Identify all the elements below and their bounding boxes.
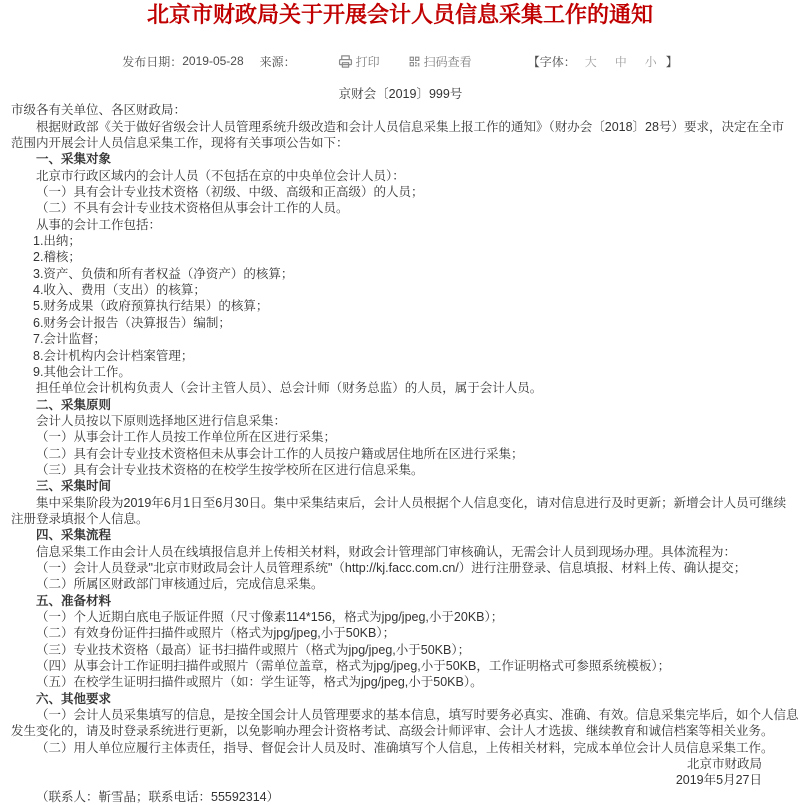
scan-label: 扫码查看 (423, 54, 472, 69)
printer-icon (338, 54, 353, 69)
document-line: 北京市行政区域内的会计人员（不包括在京的中央单位会计人员）： (36, 168, 405, 183)
document-line: 6.财务会计报告（决算报告）编制； (33, 315, 231, 330)
document-line: 1.出纳； (33, 234, 81, 249)
qr-code-icon (408, 55, 421, 68)
print-button[interactable] (338, 53, 380, 70)
document-line: 从事的会计工作包括： (36, 217, 162, 232)
document-line: （二）所属区财政部门审核通过后，完成信息采集。 (36, 577, 324, 592)
font-size-medium[interactable]: 中 (614, 54, 627, 69)
document-line: 注册登录填报个人信息。 (11, 511, 149, 526)
document-line: （二）具有会计专业技术资格但未从事会计工作的人员按户籍或居住地所在区进行采集； (36, 446, 524, 461)
document-line: 4.收入、费用（支出）的核算； (33, 283, 206, 298)
document-line: 9.其他会计工作。 (33, 364, 131, 379)
scan-qr-button[interactable] (408, 53, 472, 70)
section-heading-1: 一、采集对象 (36, 152, 112, 167)
document-line: （一）会计人员登录"北京市财政局会计人员管理系统"（http://kj.facc.com.cn/）进行注册登录、信息填报、材料上传、确认提交； (36, 560, 747, 575)
document-line: 集中采集阶段为2019年6月1日至6月30日。集中采集结束后，会计人员根据个人信息变化，请对信息进行及时更新；新增会计人员可继续 (36, 495, 787, 510)
source-label: 来源： (259, 54, 296, 69)
doc-number: 京财会〔2019〕999号 (338, 87, 463, 101)
document-line: （四）从事会计工作证明扫描件或照片（需单位盖章，格式为jpg/jpeg,小于50KB，工作证明格式可参照系统模板）； (36, 659, 671, 674)
document-line: （三）专业技术资格（最高）证书扫描件或照片（格式为jpg/jpeg,小于50KB）； (36, 642, 471, 657)
document-line: 3.资产、负债和所有者权益（净资产）的核算； (33, 266, 294, 281)
publish-date (122, 53, 243, 70)
document-line: 2.稽核； (33, 250, 81, 265)
publish-date-value: 2019-05-28 (182, 54, 244, 68)
print-label: 打印 (355, 54, 380, 69)
contact-info: （联系人：靳雪晶；联系电话：55592314） (36, 789, 280, 804)
section-heading-4: 四、采集流程 (36, 528, 112, 543)
document-line: 信息采集工作由会计人员在线填报信息并上传相关材料，财政会计管理部门审核确认，无需会计人员到现场办理。具体流程为： (36, 544, 737, 559)
document-line: （二）有效身份证件扫描件或照片（格式为jpg/jpeg,小于50KB）； (36, 626, 396, 641)
document-line: 8.会计机构内会计档案管理； (33, 348, 194, 363)
section-heading-6: 六、其他要求 (36, 691, 112, 706)
document-line: 发生变化的，请及时登录系统进行更新，以免影响办理会计资格考试、高级会计师评审、会计人才选拔、继续教育和诚信档案等相关业务。 (11, 724, 774, 739)
font-label-close: 】 (665, 54, 678, 69)
section-heading-5: 五、准备材料 (36, 593, 112, 608)
document-line: 5.财务成果（政府预算执行结果）的核算； (33, 299, 269, 314)
document-line: （三）具有会计专业技术资格的在校学生按学校所在区进行信息采集。 (36, 462, 424, 477)
article-meta (0, 51, 800, 71)
notice-title: 北京市财政局关于开展会计人员信息采集工作的通知 (146, 2, 653, 27)
document-line: （一）会计人员采集填写的信息，是按全国会计人员管理要求的基本信息，填写时要务必真实、准确、有效。信息采集完毕后，如个人信息 (36, 708, 799, 723)
document-line: （五）在校学生证明扫描件或照片（如：学生证等，格式为jpg/jpeg,小于50KB）。 (36, 675, 483, 690)
salutation: 市级各有关单位、各区财政局： (11, 103, 187, 118)
document-line: （一）从事会计工作人员按工作单位所在区进行采集； (36, 430, 337, 445)
font-size-large[interactable]: 大 (584, 54, 597, 69)
document-line: （一）个人近期白底电子版证件照（尺寸像素114*156，格式为jpg/jpeg,小于20KB）； (36, 610, 504, 624)
document-line: 担任单位会计机构负责人（会计主管人员）、总会计师（财务总监）的人员，属于会计人员。 (36, 381, 543, 396)
document-line: 会计人员按以下原则选择地区进行信息采集： (36, 413, 287, 428)
font-size-small[interactable]: 小 (644, 54, 657, 69)
font-label-open: 【字体： (527, 54, 576, 69)
document-body (11, 86, 799, 805)
section-heading-3: 三、采集时间 (36, 479, 112, 494)
font-size-selector (528, 53, 678, 70)
signature-date: 2019年5月27日 (675, 773, 762, 788)
publish-date-label: 发布日期： (122, 54, 183, 69)
signature-org: 北京市财政局 (686, 757, 762, 772)
document-line: （二）不具有会计专业技术资格但从事会计工作的人员。 (36, 201, 349, 216)
document-line: 7.会计监督； (33, 332, 106, 347)
document-line: 范围内开展会计人员信息采集工作，现将有关事项公告如下： (11, 136, 349, 151)
document-line: （一）具有会计专业技术资格（初级、中级、高级和正高级）的人员； (36, 185, 424, 200)
section-heading-2: 二、采集原则 (36, 397, 112, 412)
document-line: 根据财政部《关于做好省级会计人员管理系统升级改造和会计人员信息采集上报工作的通知》（财办会〔2018〕28号）要求，决定在全市 (36, 119, 784, 134)
document-line: （二）用人单位应履行主体责任，指导、督促会计人员及时、准确填写个人信息，上传相关材料，完成本单位会计人员信息采集工作。 (36, 740, 774, 755)
